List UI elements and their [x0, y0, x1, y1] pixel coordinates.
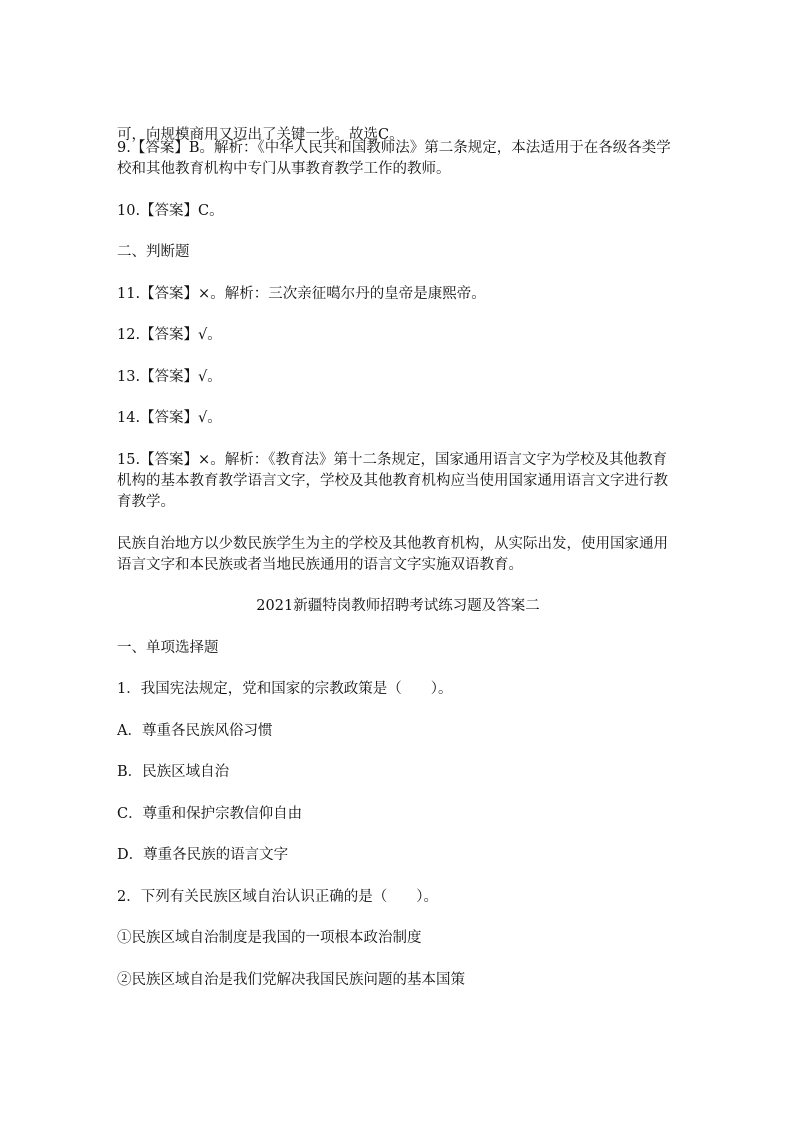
- answer-14: 14.【答案】√。: [117, 410, 222, 426]
- answer-10: 10.【答案】C。: [117, 203, 224, 219]
- answer-9: 9.【答案】B。解析：《中华人民共和国教师法》第二条规定，本法适用于在各级各类学校和其他教育机构中专门从事教育教学工作的教师。: [117, 140, 671, 177]
- answer-15: 15.【答案】×。解析：《教育法》第十二条规定，国家通用语言文字为学校及其他教育机构的基本教育教学语言文字，学校及其他教育机构应当使用国家通用语言文字进行教育教学。: [117, 452, 668, 510]
- answer-12: 12.【答案】√。: [117, 327, 222, 343]
- question-2: 2．下列有关民族区域自治认识正确的是（ ）。: [117, 889, 438, 905]
- section-heading-single-choice: 一、单项选择题: [117, 640, 219, 656]
- option-a: A．尊重各民族风俗习惯: [117, 723, 273, 739]
- answer-13: 13.【答案】√。: [117, 369, 222, 385]
- paragraph-bilingual-education: 民族自治地方以少数民族学生为主的学校及其他教育机构，从实际出发，使用国家通用语言文字和本民族或者当地民族通用的语言文字实施双语教育。: [117, 536, 668, 573]
- question-1: 1．我国宪法规定，党和国家的宗教政策是（ ）。: [117, 681, 453, 697]
- option-d: D．尊重各民族的语言文字: [117, 847, 289, 863]
- statement-1: ①民族区域自治制度是我国的一项根本政治制度: [117, 930, 422, 946]
- section-heading-judgment: 二、判断题: [117, 244, 190, 260]
- option-b: B．民族区域自治: [117, 764, 230, 780]
- option-c: C．尊重和保护宗教信仰自由: [117, 806, 303, 822]
- statement-2: ②民族区域自治是我们党解决我国民族问题的基本国策: [117, 972, 465, 988]
- answer-11: 11.【答案】×。解析：三次亲征噶尔丹的皇帝是康熙帝。: [117, 286, 486, 302]
- document-section-title: 2021新疆特岗教师招聘考试练习题及答案二: [256, 598, 540, 614]
- paragraph-continuation: 可，向规模商用又迈出了关键一步。故选C。: [117, 127, 404, 143]
